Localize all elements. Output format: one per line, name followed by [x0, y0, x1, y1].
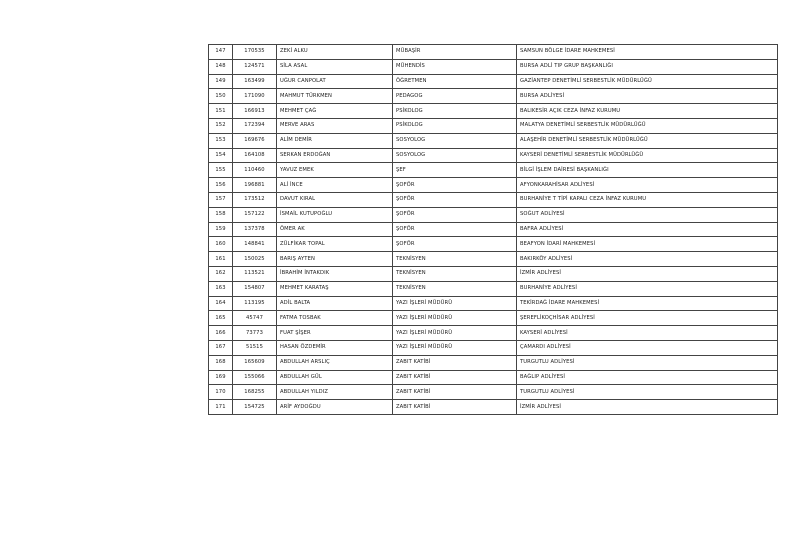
person-name: MERVE ARAS — [277, 118, 393, 133]
person-name: ADİL BALTA — [277, 296, 393, 311]
work-unit: MALATYA DENETİMLİ SERBESTLİK MÜDÜRLÜĞÜ — [517, 118, 778, 133]
row-number: 159 — [209, 222, 233, 237]
registry-number: 170535 — [233, 45, 277, 60]
registry-number: 154725 — [233, 400, 277, 415]
registry-number: 45747 — [233, 311, 277, 326]
table-row — [209, 118, 778, 133]
row-number: 158 — [209, 207, 233, 222]
table-body — [209, 45, 778, 415]
person-name: MEHMET KARATAŞ — [277, 281, 393, 296]
registry-number: 124571 — [233, 59, 277, 74]
row-number: 171 — [209, 400, 233, 415]
work-unit: ALAŞEHİR DENETİMLİ SERBESTLİK MÜDÜRLÜĞÜ — [517, 133, 778, 148]
work-unit: BAKIRKÖY ADLİYESİ — [517, 252, 778, 267]
table-row — [209, 355, 778, 370]
person-name: İSMAİL KUTUPOĞLU — [277, 207, 393, 222]
job-title: ŞEF — [393, 163, 517, 178]
row-number: 149 — [209, 74, 233, 89]
work-unit: AFYONKARAHİSAR ADLİYESİ — [517, 178, 778, 193]
work-unit: BAĞLIP ADLİYESİ — [517, 370, 778, 385]
job-title: ŞOFÖR — [393, 192, 517, 207]
registry-number: 154807 — [233, 281, 277, 296]
work-unit: ŞEREFLİKOÇHİSAR ADLİYESİ — [517, 311, 778, 326]
person-name: ZÜLFİKAR TOPAL — [277, 237, 393, 252]
person-name: ALİM DEMİR — [277, 133, 393, 148]
table-row — [209, 163, 778, 178]
work-unit: TURGUTLU ADLİYESİ — [517, 355, 778, 370]
table-row — [209, 148, 778, 163]
person-name: ABDULLAH ARSLIÇ — [277, 355, 393, 370]
job-title: TEKNİSYEN — [393, 252, 517, 267]
job-title: ZABIT KATİBİ — [393, 385, 517, 400]
row-number: 169 — [209, 370, 233, 385]
row-number: 166 — [209, 326, 233, 341]
work-unit: SAMSUN BÖLGE İDARE MAHKEMESİ — [517, 45, 778, 60]
job-title: ZABIT KATİBİ — [393, 370, 517, 385]
registry-number: 110460 — [233, 163, 277, 178]
job-title: ÖĞRETMEN — [393, 74, 517, 89]
registry-number: 113195 — [233, 296, 277, 311]
job-title: YAZI İŞLERİ MÜDÜRÜ — [393, 340, 517, 355]
table-row — [209, 133, 778, 148]
registry-number: 171090 — [233, 89, 277, 104]
work-unit: KAYSERİ DENETİMLİ SERBESTLİK MÜDÜRLÜĞÜ — [517, 148, 778, 163]
work-unit: SOĞUT ADLİYESİ — [517, 207, 778, 222]
table-row — [209, 252, 778, 267]
table-row — [209, 222, 778, 237]
person-name: BARIŞ AYTEN — [277, 252, 393, 267]
registry-number: 163499 — [233, 74, 277, 89]
work-unit: BURSA ADLİ TIP GRUP BAŞKANLIĞI — [517, 59, 778, 74]
person-name: SERKAN ERDOĞAN — [277, 148, 393, 163]
job-title: MÜBAŞİR — [393, 45, 517, 60]
table-row — [209, 326, 778, 341]
person-name: UĞUR CANPOLAT — [277, 74, 393, 89]
row-number: 160 — [209, 237, 233, 252]
table-row — [209, 192, 778, 207]
row-number: 150 — [209, 89, 233, 104]
table-row — [209, 296, 778, 311]
job-title: YAZI İŞLERİ MÜDÜRÜ — [393, 326, 517, 341]
person-name: ARİF AYDOĞDU — [277, 400, 393, 415]
row-number: 153 — [209, 133, 233, 148]
job-title: ŞOFÖR — [393, 237, 517, 252]
job-title: PEDAGOG — [393, 89, 517, 104]
registry-number: 165609 — [233, 355, 277, 370]
row-number: 168 — [209, 355, 233, 370]
row-number: 161 — [209, 252, 233, 267]
row-number: 147 — [209, 45, 233, 60]
registry-number: 148841 — [233, 237, 277, 252]
person-name: FATMA TOSBAK — [277, 311, 393, 326]
registry-number: 173512 — [233, 192, 277, 207]
work-unit: BİLGİ İŞLEM DAİRESİ BAŞKANLIĞI — [517, 163, 778, 178]
table-row — [209, 340, 778, 355]
person-name: FUAT ŞİŞER — [277, 326, 393, 341]
person-name: SİLA ASAL — [277, 59, 393, 74]
job-title: ZABIT KATİBİ — [393, 355, 517, 370]
row-number: 164 — [209, 296, 233, 311]
table-row — [209, 281, 778, 296]
job-title: YAZI İŞLERİ MÜDÜRÜ — [393, 296, 517, 311]
registry-number: 166913 — [233, 104, 277, 119]
registry-number: 51515 — [233, 340, 277, 355]
table-row — [209, 370, 778, 385]
person-name: MEHMET ÇAĞ — [277, 104, 393, 119]
person-name: ZEKİ ALKU — [277, 45, 393, 60]
table-row — [209, 45, 778, 60]
table-row — [209, 385, 778, 400]
registry-number: 157122 — [233, 207, 277, 222]
job-title: PSİKOLOG — [393, 118, 517, 133]
table-row — [209, 59, 778, 74]
table-row — [209, 104, 778, 119]
work-unit: BURHANİYE ADLİYESİ — [517, 281, 778, 296]
registry-number: 168255 — [233, 385, 277, 400]
table-row — [209, 207, 778, 222]
row-number: 163 — [209, 281, 233, 296]
row-number: 167 — [209, 340, 233, 355]
person-name: MAHMUT TÜRKMEN — [277, 89, 393, 104]
person-name: DAVUT KIRAL — [277, 192, 393, 207]
job-title: ZABIT KATİBİ — [393, 400, 517, 415]
person-name: HASAN ÖZDEMİR — [277, 340, 393, 355]
job-title: ŞOFÖR — [393, 222, 517, 237]
row-number: 151 — [209, 104, 233, 119]
work-unit: KAYSERİ ADLİYESİ — [517, 326, 778, 341]
row-number: 154 — [209, 148, 233, 163]
table-row — [209, 311, 778, 326]
registry-number: 196881 — [233, 178, 277, 193]
work-unit: BAFRA ADLİYESİ — [517, 222, 778, 237]
registry-number: 164108 — [233, 148, 277, 163]
work-unit: GAZİANTEP DENETİMLİ SERBESTLİK MÜDÜRLÜĞÜ — [517, 74, 778, 89]
work-unit: ÇAMARDI ADLİYESİ — [517, 340, 778, 355]
registry-number: 73773 — [233, 326, 277, 341]
row-number: 152 — [209, 118, 233, 133]
table-row — [209, 89, 778, 104]
row-number: 162 — [209, 266, 233, 281]
work-unit: BALIKESİR AÇIK CEZA İNFAZ KURUMU — [517, 104, 778, 119]
table-row — [209, 178, 778, 193]
person-name: ABDULLAH GÜL — [277, 370, 393, 385]
personnel-table — [208, 44, 778, 415]
row-number: 148 — [209, 59, 233, 74]
row-number: 155 — [209, 163, 233, 178]
work-unit: İZMİR ADLİYESİ — [517, 266, 778, 281]
registry-number: 150025 — [233, 252, 277, 267]
job-title: MÜHENDİS — [393, 59, 517, 74]
row-number: 170 — [209, 385, 233, 400]
person-name: ABDULLAH YILDIZ — [277, 385, 393, 400]
row-number: 156 — [209, 178, 233, 193]
person-name: ÖMER AK — [277, 222, 393, 237]
work-unit: BURSA ADLİYESİ — [517, 89, 778, 104]
table-row — [209, 74, 778, 89]
registry-number: 113521 — [233, 266, 277, 281]
job-title: ŞOFÖR — [393, 178, 517, 193]
registry-number: 137378 — [233, 222, 277, 237]
person-name: İBRAHİM İNTAKDIK — [277, 266, 393, 281]
work-unit: BEAFYON İDARİ MAHKEMESİ — [517, 237, 778, 252]
job-title: SOSYOLOG — [393, 148, 517, 163]
job-title: SOSYOLOG — [393, 133, 517, 148]
work-unit: BURHANİYE T TİPİ KAPALI CEZA İNFAZ KURUMU — [517, 192, 778, 207]
job-title: TEKNİSYEN — [393, 266, 517, 281]
row-number: 165 — [209, 311, 233, 326]
job-title: ŞOFÖR — [393, 207, 517, 222]
job-title: PSİKOLOG — [393, 104, 517, 119]
person-name: ALİ İNCE — [277, 178, 393, 193]
job-title: TEKNİSYEN — [393, 281, 517, 296]
row-number: 157 — [209, 192, 233, 207]
registry-number: 172394 — [233, 118, 277, 133]
work-unit: TURGUTLU ADLİYESİ — [517, 385, 778, 400]
table-row — [209, 237, 778, 252]
person-name: YAVUZ EMEK — [277, 163, 393, 178]
work-unit: İZMİR ADLİYESİ — [517, 400, 778, 415]
work-unit: TEKİRDAĞ İDARE MAHKEMESİ — [517, 296, 778, 311]
job-title: YAZI İŞLERİ MÜDÜRÜ — [393, 311, 517, 326]
document-page — [208, 44, 777, 415]
registry-number: 155066 — [233, 370, 277, 385]
registry-number: 169676 — [233, 133, 277, 148]
table-row — [209, 266, 778, 281]
table-row — [209, 400, 778, 415]
